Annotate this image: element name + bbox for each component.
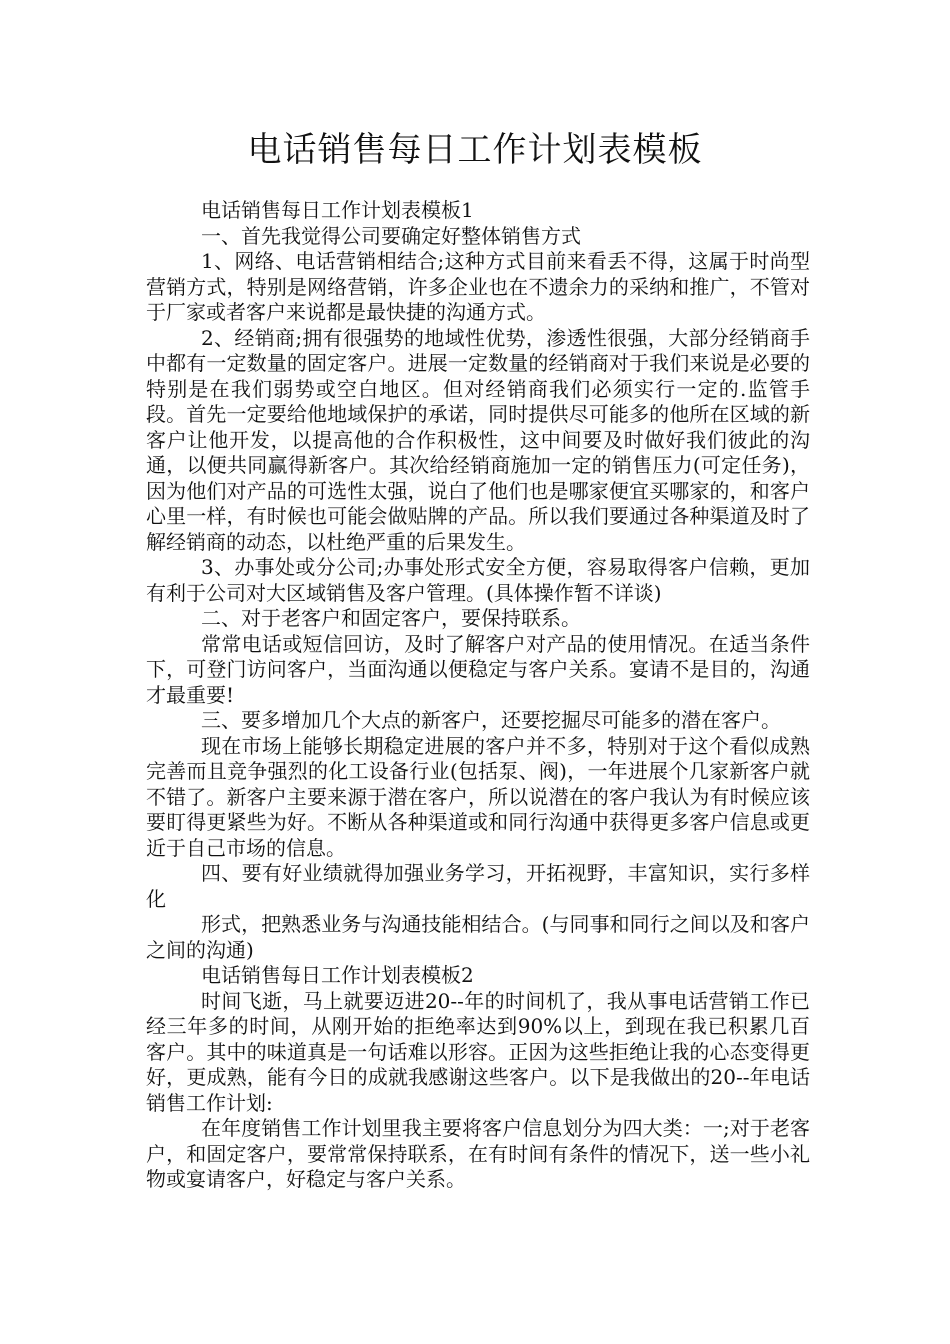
section-heading-3: 三、要多增加几个大点的新客户，还要挖掘尽可能多的潜在客户。	[201, 708, 781, 732]
paragraph: 2、经销商;拥有很强势的地域性优势，渗透性很强，大部分经销商手中都有一定数量的固定客户。进展一定数量的经销商对于我们来说是必要的特别是在我们弱势或空白地区。但对经销商我们必须实行一定的.监管手段。首先一定要给他地域保护的承诺，同时提供尽可能多的他所在区域的新客户让他开发，以提高他的合作积极性，这中间要及时做好我们彼此的沟通，以便共同赢得新客户。其次给经销商施加一定的销售压力(可定任务)，因为他们对产品的可选性太强，说白了他们也是哪家便宜买哪家的，和客户心里一样，有时候也可能会做贴牌的产品。所以我们要通过各种渠道及时了解经销商的动态，以杜绝严重的后果发生。	[146, 325, 810, 554]
paragraph: 1、网络、电话营销相结合;这种方式目前来看丢不得，这属于时尚型营销方式，特别是网络营销，许多企业也在不遗余力的采纳和推广，不管对于厂家或者客户来说都是最快捷的沟通方式。	[146, 249, 810, 324]
section-heading-1: 一、首先我觉得公司要确定好整体销售方式	[201, 223, 581, 248]
document-body	[146, 198, 810, 1193]
subheading-template-2: 电话销售每日工作计划表模板2	[201, 963, 474, 987]
paragraph: 在年度销售工作计划里我主要将客户信息划分为四大类：一;对于老客户，和固定客户，要常常保持联系，在有时间有条件的情况下，送一些小礼物或宴请客户，好稳定与客户关系。	[146, 1116, 810, 1191]
paragraph: 3、办事处或分公司;办事处形式安全方便，容易取得客户信赖，更加有利于公司对大区域销售及客户管理。(具体操作暂不详谈)	[146, 555, 810, 605]
document-title: 电话销售每日工作计划表模板	[247, 130, 703, 170]
paragraph: 形式，把熟悉业务与沟通技能相结合。(与同事和同行之间以及和客户之间的沟通)	[146, 912, 810, 962]
subheading-template-1: 电话销售每日工作计划表模板1	[201, 198, 474, 222]
paragraph: 时间飞逝，马上就要迈进20--年的时间机了，我从事电话营销工作已经三年多的时间，从刚开始的拒绝率达到90%以上，到现在我已积累几百客户。其中的味道真是一句话难以形容。正因为这些拒绝让我的心态变得更好，更成熟，能有今日的成就我感谢这些客户。以下是我做出的20--年电话销售工作计划:	[146, 988, 810, 1115]
section-heading-4: 四、要有好业绩就得加强业务学习，开拓视野，丰富知识，实行多样化	[146, 861, 810, 911]
section-heading-2: 二、对于老客户和固定客户，要保持联系。	[201, 606, 581, 630]
paragraph: 现在市场上能够长期稳定进展的客户并不多，特别对于这个看似成熟完善而且竞争强烈的化工设备行业(包括泵、阀)，一年进展个几家新客户就不错了。新客户主要来源于潜在客户，所以说潜在的客户我认为有时候应该要盯得更紧些为好。不断从各种渠道或和同行沟通中获得更多客户信息或更近于自己市场的信息。	[146, 733, 810, 860]
paragraph: 常常电话或短信回访，及时了解客户对产品的使用情况。在适当条件下，可登门访问客户，当面沟通以便稳定与客户关系。宴请不是目的，沟通才最重要!	[146, 631, 810, 707]
